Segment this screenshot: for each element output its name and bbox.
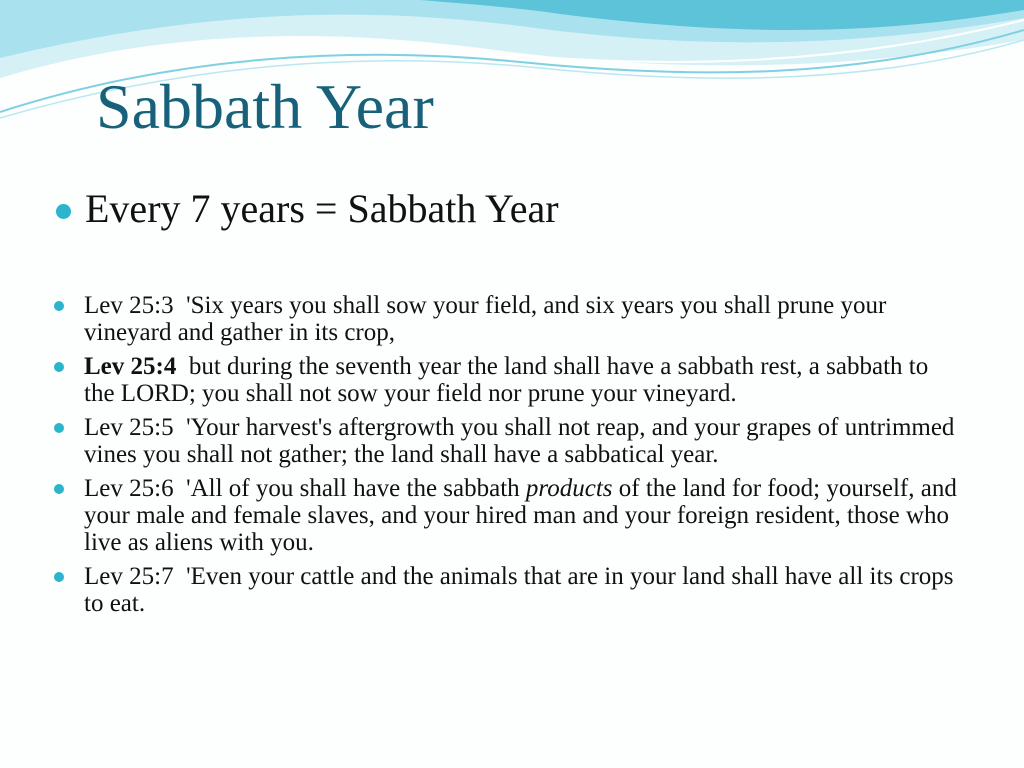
verse-text [84, 563, 964, 617]
bullet-dot-icon [54, 301, 64, 311]
verse-body: 'Your harvest's aftergrowth you shall not reap, and your grapes of untrimmed vines you shall not gather; the land shall have a sabbatical year. [84, 414, 955, 468]
bullet-dot-icon [54, 572, 64, 582]
main-bullet-text: Every 7 years = Sabbath Year [85, 186, 559, 231]
verse-ref: Lev 25:4 [84, 353, 177, 380]
verse-body: 'Six years you shall sow your field, and six years you shall prune your vineyard and gather in its crop, [84, 292, 887, 346]
bullet-dot-icon [54, 423, 64, 433]
verse-item [54, 353, 964, 407]
verse-body: but during the seventh year the land shall have a sabbath rest, a sabbath to the LORD; you shall not sow your field nor prune your vineyard. [84, 353, 929, 407]
verse-text [84, 414, 964, 468]
verse-text [84, 475, 964, 556]
verse-item [54, 414, 964, 468]
verse-body-end: of the land for food; yourself, and your male and female slaves, and your hired man and your foreign resident, those who live as aliens with you. [84, 475, 957, 556]
bullet-dot-icon [56, 204, 71, 219]
verse-list [54, 292, 964, 624]
verse-body: 'Even your cattle and the animals that are in your land shall have all its crops to eat. [84, 563, 954, 617]
verse-item [54, 292, 964, 346]
verse-text [84, 353, 964, 407]
verse-body-start: 'All of you shall have the sabbath [186, 475, 520, 502]
verse-text [84, 292, 964, 346]
verse-ref: Lev 25:3 [84, 292, 174, 319]
slide-title: Sabbath Year [96, 71, 434, 142]
verse-ref: Lev 25:5 [84, 414, 174, 441]
bullet-dot-icon [54, 362, 64, 372]
verse-item [54, 475, 964, 556]
bullet-dot-icon [54, 484, 64, 494]
verse-body-italic: products [525, 475, 613, 502]
verse-ref: Lev 25:7 [84, 563, 174, 590]
main-bullet [56, 186, 976, 232]
verse-ref: Lev 25:6 [84, 475, 174, 502]
verse-item [54, 563, 964, 617]
